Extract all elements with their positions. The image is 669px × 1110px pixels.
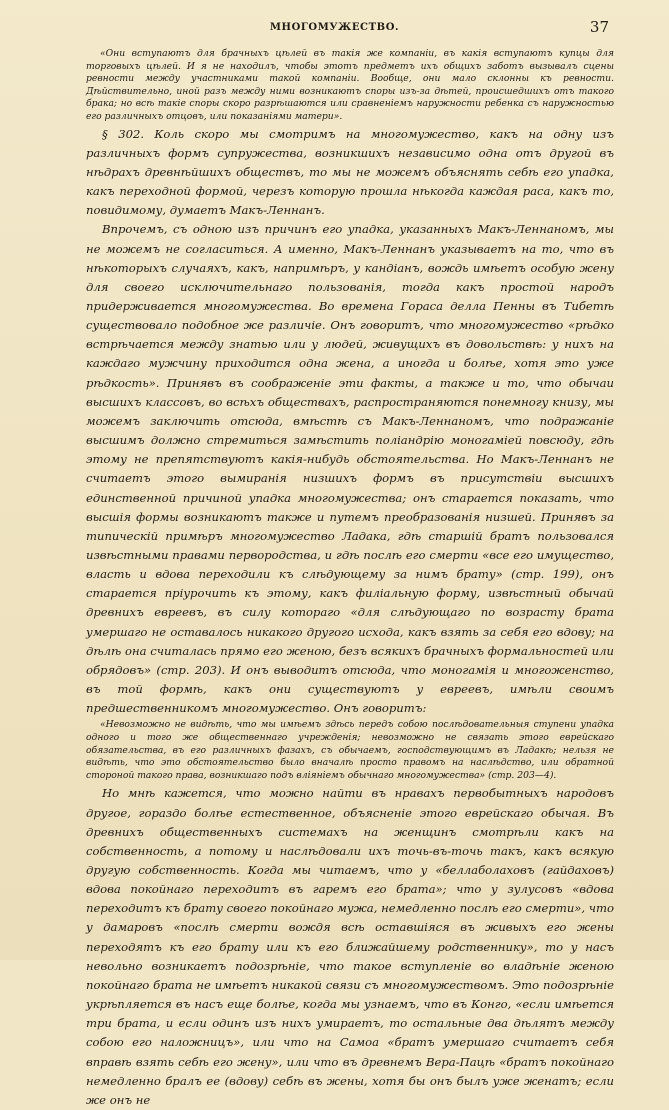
paragraph-explanation: Но мнѣ кажется, что можно найти въ нравахъ первобытныхъ народовъ другое, гораздо болѣе естественное, объясненіе этого еврейскаго обычая. Въ древнихъ общественныхъ системахъ на женщинъ смотрѣли какъ на собственность, а потому и наслѣдовали ихъ точь-въ-точь такъ, какъ всякую другую собственность. Когда мы читаемъ, что у «беллаболаховъ (гайдаховъ) вдова покойнаго переходитъ въ гаремъ его брата»; что у зулусовъ «вдова переходитъ къ брату своего покойнаго мужа, немедленно послѣ его смерти», что у дамаровъ «послѣ смерти вождя всѣ оставшіяся въ живыхъ его жены переходятъ къ его брату или къ его ближайшему родственнику», то у насъ невольно возникаетъ подозрѣніе, что такое вступленіе во владѣніе женою покойнаго брата не имѣетъ никакой связи съ многомужествомъ. Это подозрѣніе укрѣпляется въ насъ еще болѣе, когда мы узнаемъ, что въ Конго, «если имѣется три брата, и если одинъ изъ нихъ умираетъ, то остальные два дѣлятъ между собою его наложницъ», или что на Самоа «братъ умершаго считаетъ себя вправѣ взять себѣ его жену», или что въ древнемъ Вера-Пацѣ «братъ покойнаго немедленно бралъ ее (вдову) себѣ въ жены, хотя бы онъ былъ уже женатъ; если же онъ не: [86, 786, 614, 1107]
page-body: [86, 48, 614, 1110]
quote-citation: «Невозможно не видѣть, что мы имѣемъ здѣсь передъ собою послѣдовательныя ступени упадка одного и того же общественнаго учрежденія; невозможно не связать этого еврейскаго обязательства, въ его различныхъ фазахъ, съ обычаемъ, господствующимъ въ Ладакѣ; нельзя не видѣть, что это обстоятельство было вначалѣ просто правомъ на наслѣдство, или обратной стороной такого права, возникшаго подъ вліяніемъ обычнаго многомужества» (стр. 203—4).: [86, 719, 614, 781]
running-title: МНОГОМУЖЕСТВО.: [269, 22, 400, 33]
quote-top: «Они вступаютъ для брачныхъ цѣлей въ такія же компаніи, въ какія вступаютъ купцы для торговыхъ цѣлей. И я не находилъ, чтобы этотъ предметъ ихъ общихъ заботъ вызывалъ сцены ревности между участниками такой компаніи. Вообще, они мало склонны къ ревности. Дѣйствительно, иной разъ между ними возникаютъ споры изъ-за дѣтей, происшедшихъ отъ такого брака; но всѣ такіе споры скоро разрѣшаются или сравненіемъ наружности ребенка съ наружностью его различныхъ отцовъ, или показаніями матери».: [86, 48, 614, 122]
page-header: [0, 18, 669, 40]
paragraph-302: § 302. Коль скоро мы смотримъ на многомужество, какъ на одну изъ различныхъ формъ супружества, возникшихъ независимо одна отъ другой въ нѣдрахъ древнѣйшихъ обществъ, то мы не можемъ объяснять себѣ его упадка, какъ переходной формой, черезъ которую прошла нѣкогда каждая раса, какъ то, повидимому, думаетъ Макъ-Леннанъ.: [86, 126, 614, 218]
page-number: 37: [589, 18, 609, 36]
paragraph-mac-lennan: Впрочемъ, съ одною изъ причинъ его упадка, указанныхъ Макъ-Леннаномъ, мы не можемъ не согласиться. А именно, Макъ-Леннанъ указываетъ на то, что въ нѣкоторыхъ случаяхъ, какъ, напримѣръ, у кандіанъ, вождь имѣетъ особую жену для своего исключительнаго пользованія, тогда какъ простой народъ придерживается многомужества. Во времена Гораса делла Пенны въ Тибетѣ существовало подобное же различіе. Онъ говоритъ, что многомужество «рѣдко встрѣчается между знатью или у людей, живущихъ въ довольствѣ: у нихъ на каждаго мужчину приходится одна жена, а иногда и болѣе, хотя это уже рѣдкость». Принявъ въ соображеніе эти факты, а также и то, что обычаи высшихъ классовъ, во всѣхъ обществахъ, распространяются понемногу книзу, мы можемъ заключить отсюда, вмѣстѣ съ Макъ-Леннаномъ, что подражаніе высшимъ должно стремиться замѣстить поліандрію моногаміей повсюду, гдѣ этому не препятствуютъ какія-нибудь обстоятельства. Но Макъ-Леннанъ не считаетъ этого вымиранія низшихъ формъ въ присутствіи высшихъ единственной причиной упадка многомужества; онъ старается показать, что высшія формы возникаютъ также и путемъ преобразованія низшей. Принявъ за типическій примѣръ многомужество Ладака, гдѣ старшій братъ пользовался извѣстными правами первородства, и гдѣ послѣ его смерти «все его имущество, власть и вдова переходили къ слѣдующему за нимъ брату» (стр. 199), онъ старается пріурочить къ этому, какъ филіальную форму, извѣстный обычай древнихъ евреевъ, въ силу котораго «для слѣдующаго по возрасту брата умершаго не оставалось никакого другого исхода, какъ взять за себя его вдову; на дѣлѣ она считалась прямо его женою, безъ всякихъ брачныхъ формальностей или обрядовъ» (стр. 203). И онъ выводитъ отсюда, что моногамія и многоженство, въ той формѣ, какъ они существуютъ у евреевъ, имѣли своимъ предшественникомъ многомужество. Онъ говоритъ:: [86, 222, 614, 716]
